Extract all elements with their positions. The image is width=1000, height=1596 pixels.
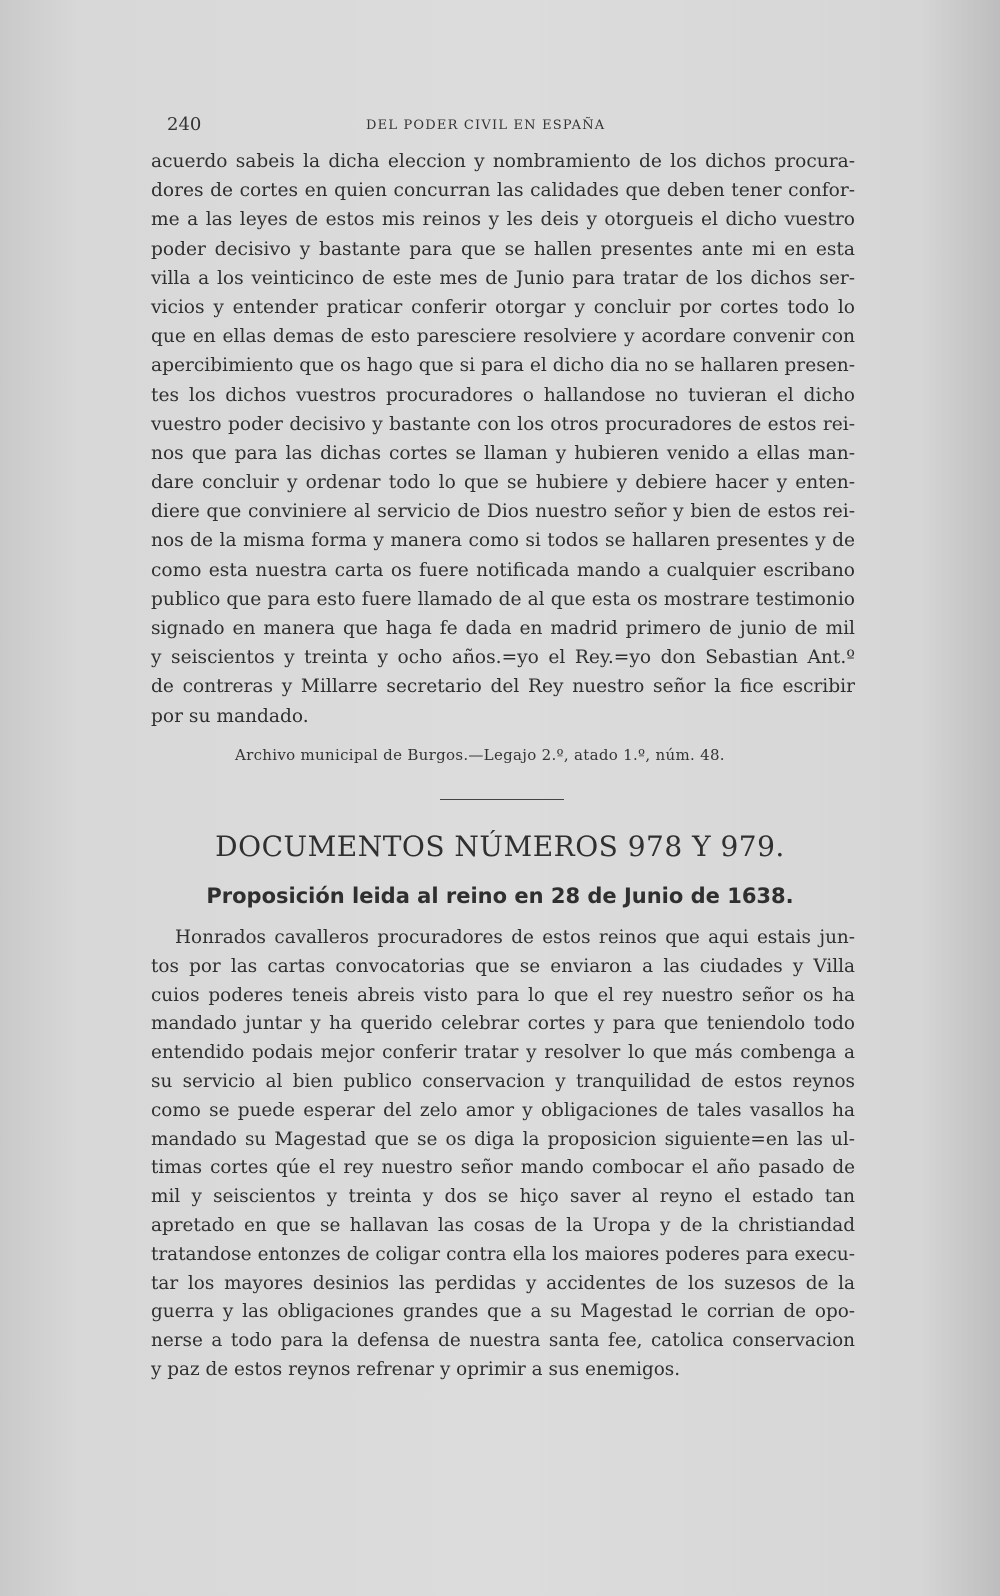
- section-divider: [440, 799, 564, 800]
- text-line: signado en manera que haga fe dada en madrid primero de junio de mil: [151, 618, 855, 639]
- text-line: me a las leyes de estos mis reinos y les deis y otorgueis el dicho vuestro: [151, 209, 855, 231]
- text-line: y paz de estos reynos refrenar y oprimir a sus enemigos.: [151, 1358, 681, 1380]
- text-line: tar los mayores desinios las perdidas y accidentes de los suzesos de la: [151, 1272, 855, 1294]
- text-line: cuios poderes teneis abreis visto para lo que el rey nuestro señor os ha: [151, 984, 855, 1006]
- page-header: [167, 114, 637, 136]
- text-line: apretado en que se hallavan las cosas de la Uropa y de la christiandad: [151, 1214, 855, 1236]
- text-line: mil y seiscientos y treinta y dos se hiço saver al reyno el estado tan: [151, 1186, 855, 1208]
- text-line: vicios y entender praticar conferir otorgar y concluir por cortes todo lo: [151, 296, 855, 318]
- text-line: Honrados cavalleros procuradores de estos reinos que aqui estais jun-: [175, 927, 855, 948]
- source-citation: Archivo municipal de Burgos.—Legajo 2.º, atado 1.º, núm. 48.: [235, 746, 725, 764]
- text-line: villa a los veinticinco de este mes de Junio para tratar de los dichos ser-: [151, 267, 855, 289]
- text-line: de contreras y Millarre secretario del Rey nuestro señor la fice escribir: [151, 676, 855, 698]
- page-number: 240: [167, 114, 202, 135]
- text-line: como esta nuestra carta os fuere notificada mando a cualquier escribano: [151, 559, 855, 581]
- text-line: mandado su Magestad que se os diga la proposicion siguiente=en las ul-: [151, 1128, 855, 1150]
- text-line: timas cortes qúe el rey nuestro señor mando combocar el año pasado de: [151, 1157, 855, 1179]
- text-line: entendido podais mejor conferir tratar y resolver lo que más combenga a: [151, 1042, 855, 1064]
- text-line: vuestro poder decisivo y bastante con los otros procuradores de estos rei-: [151, 413, 855, 435]
- text-line: por su mandado.: [151, 705, 309, 727]
- text-line: dores de cortes en quien concurran las calidades que deben tener confor-: [151, 180, 855, 202]
- text-line: nos que para las dichas cortes se llaman y hubieren venido a ellas man-: [151, 442, 855, 464]
- text-line: tes los dichos vuestros procuradores o hallandose no tuvieran el dicho: [151, 384, 855, 406]
- text-line: publico que para esto fuere llamado de al que esta os mostrare testimonio: [151, 588, 855, 610]
- text-line: tos por las cartas convocatorias que se enviaron a las ciudades y Villa: [151, 955, 855, 977]
- text-line: que en ellas demas de esto paresciere resolviere y acordare convenir con: [151, 326, 855, 348]
- text-line: diere que conviniere al servicio de Dios nuestro señor y bien de estos rei-: [151, 501, 855, 523]
- text-line: como se puede esperar del zelo amor y obligaciones de tales vasallos ha: [151, 1099, 855, 1121]
- text-line: mandado juntar y ha querido celebrar cortes y para que teniendolo todo: [151, 1013, 855, 1035]
- text-line: dare concluir y ordenar todo lo que se hubiere y debiere hacer y enten-: [151, 472, 855, 494]
- text-line: tratandose entonzes de coligar contra ella los maiores poderes para execu-: [151, 1243, 855, 1265]
- text-line: nos de la misma forma y manera como si todos se hallaren presentes y de: [151, 530, 855, 552]
- text-line: su servicio al bien publico conservacion y tranquilidad de estos reynos: [151, 1070, 855, 1092]
- text-line: y seiscientos y treinta y ocho años.=yo el Rey.=yo don Sebastian Ant.º: [151, 647, 855, 669]
- proposition-text: [151, 924, 855, 1385]
- document-subtitle: Proposición leida al reino en 28 de Junio de 1638.: [206, 884, 794, 908]
- text-line: nerse a todo para la defensa de nuestra santa fee, catolica conservacion: [151, 1330, 855, 1352]
- running-title: DEL PODER CIVIL EN ESPAÑA: [366, 118, 606, 133]
- text-line: poder decisivo y bastante para que se hallen presentes ante mi en esta: [151, 238, 855, 260]
- text-line: acuerdo sabeis la dicha eleccion y nombramiento de los dichos procura-: [151, 151, 855, 172]
- letter-text: [151, 147, 855, 731]
- document-title: DOCUMENTOS NÚMEROS 978 Y 979.: [215, 830, 785, 863]
- text-line: guerra y las obligaciones grandes que a su Magestad le corrian de opo-: [151, 1301, 855, 1323]
- text-line: apercibimiento que os hago que si para el dicho dia no se hallaren presen-: [151, 355, 855, 377]
